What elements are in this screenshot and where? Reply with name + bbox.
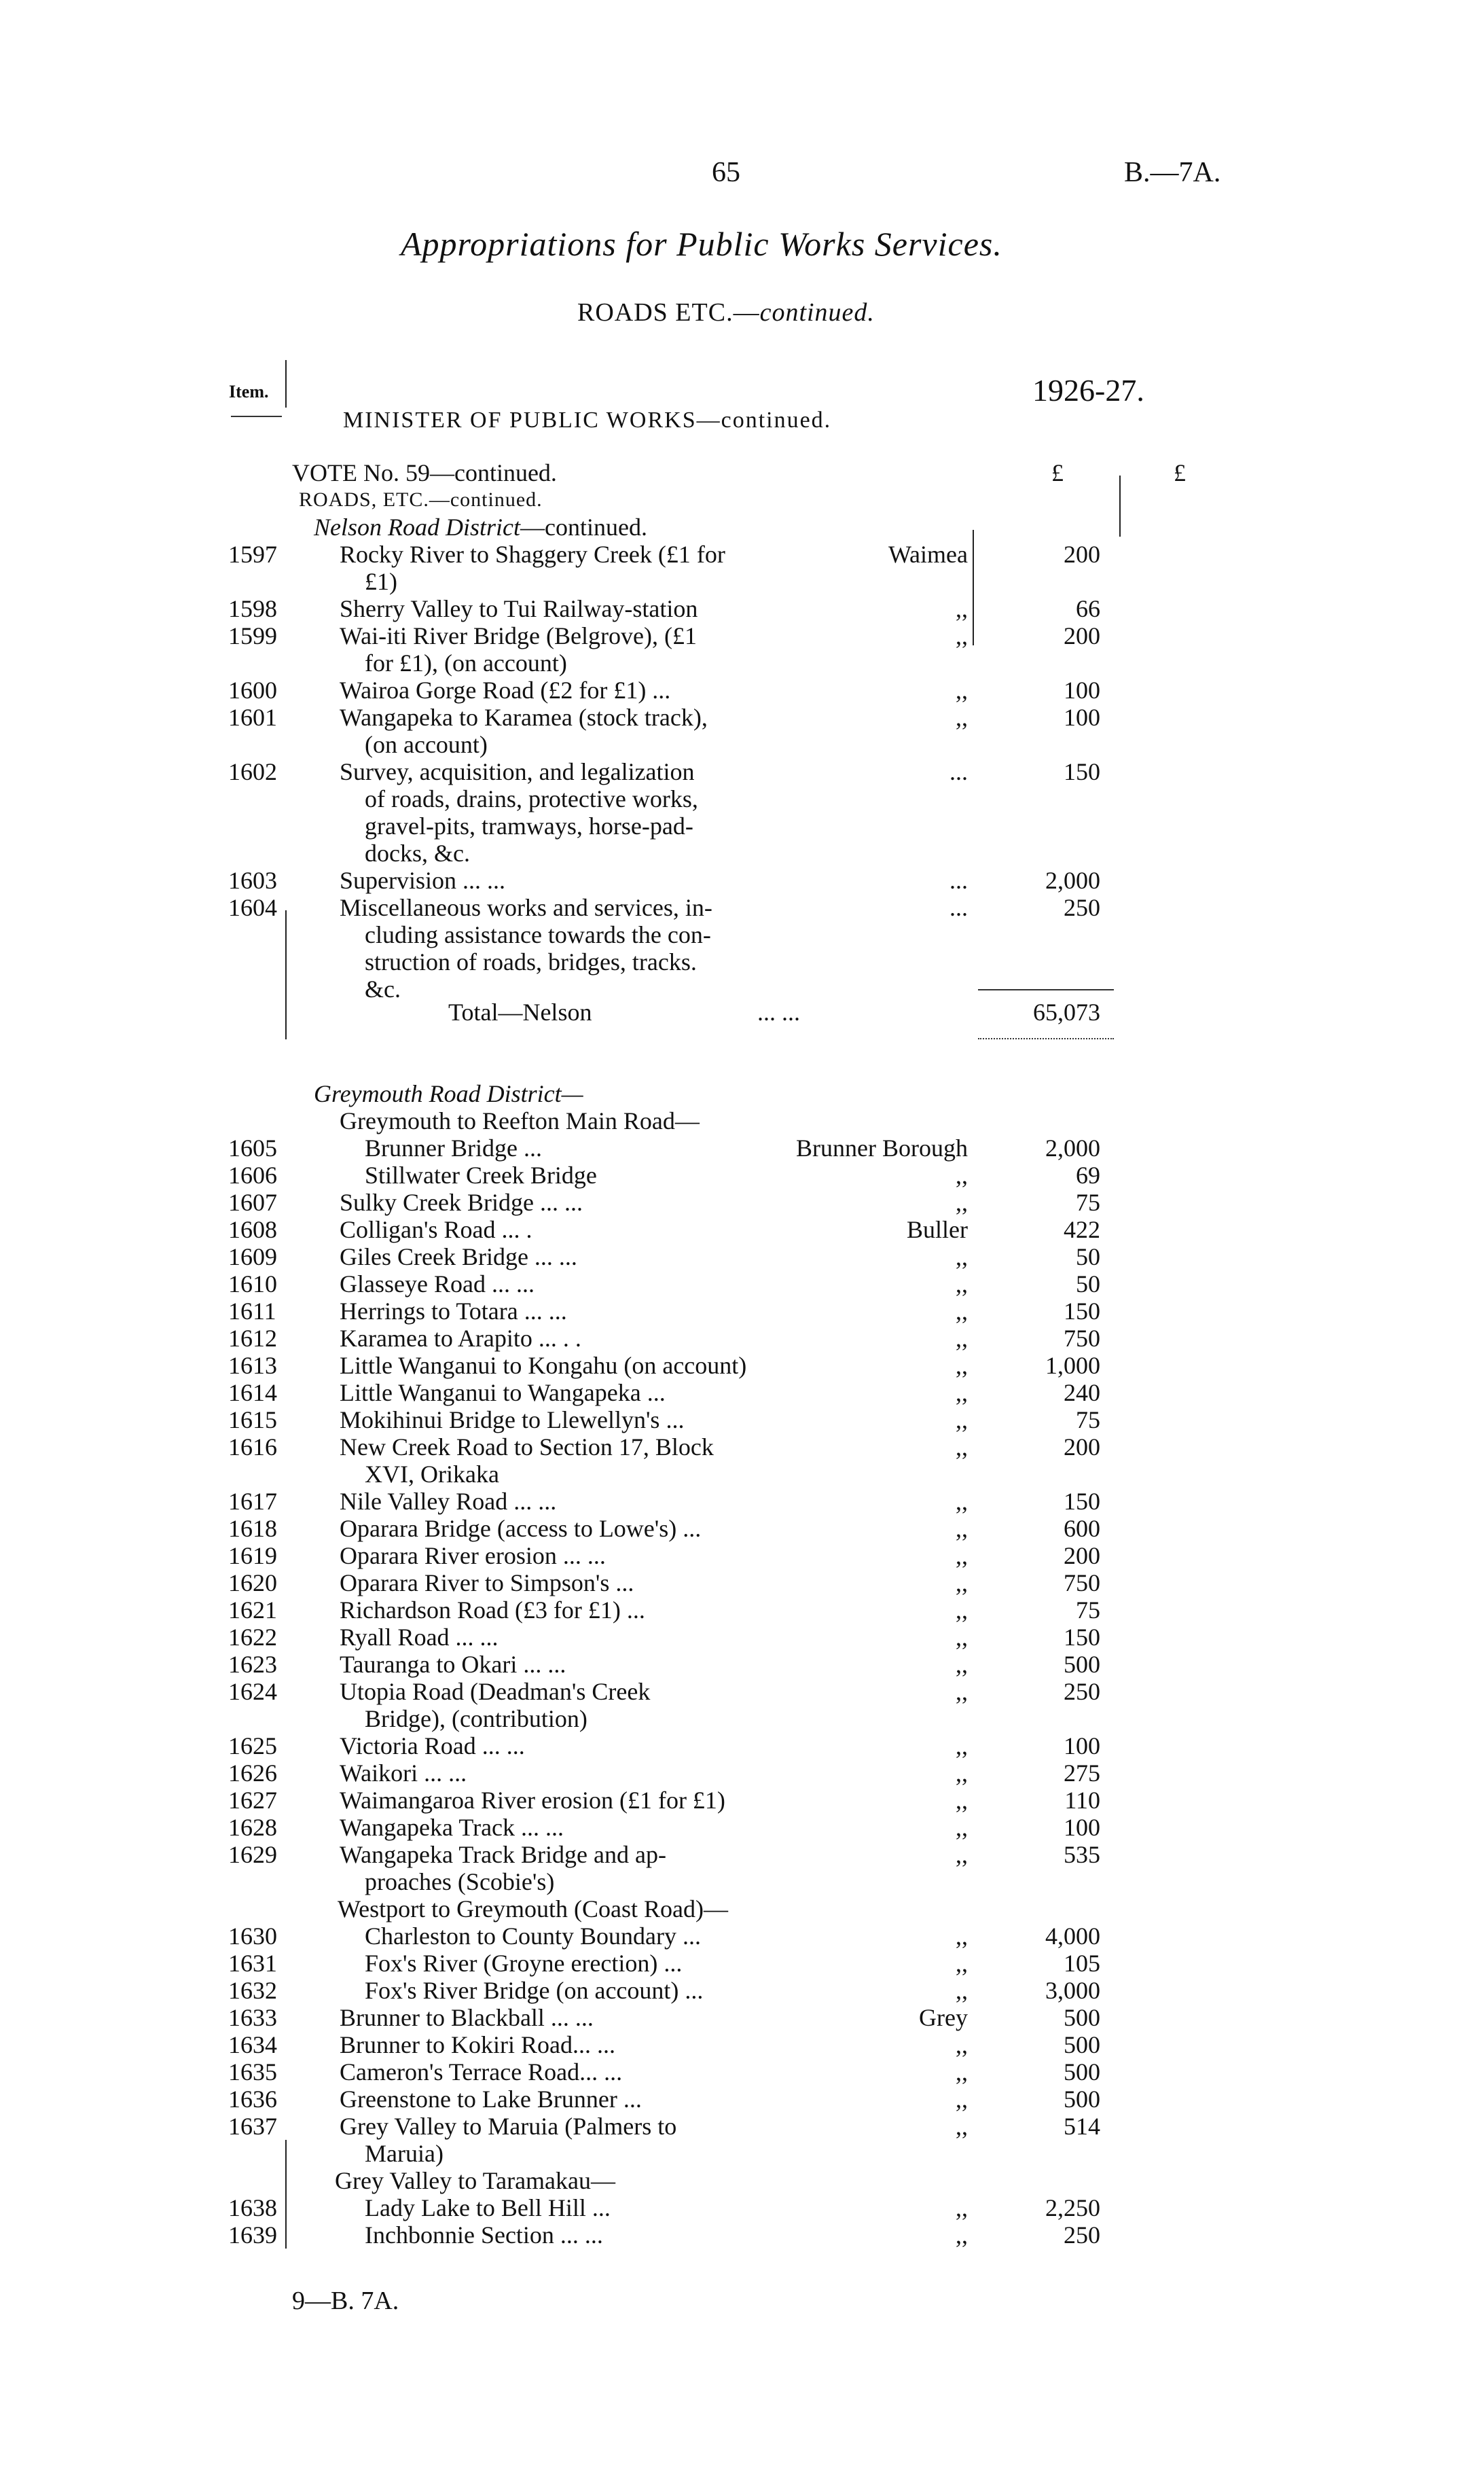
amount: 250 xyxy=(1064,2221,1100,2249)
amount: 500 xyxy=(1064,2004,1100,2031)
nelson-total-amount: 65,073 xyxy=(1033,999,1100,1026)
place-name: ,, xyxy=(956,1270,968,1298)
item-header-rule xyxy=(285,360,287,408)
amount: 2,250 xyxy=(1045,2194,1100,2221)
item-number: 1613 xyxy=(228,1352,277,1379)
item-description: Bridge), (contribution) xyxy=(365,1705,587,1732)
amount: 1,000 xyxy=(1045,1352,1100,1379)
amount: 100 xyxy=(1064,1732,1100,1759)
subtitle-main: ROADS ETC.— xyxy=(577,298,760,327)
place-name: ,, xyxy=(956,1189,968,1216)
amount: 69 xyxy=(1076,1162,1100,1189)
item-number: 1597 xyxy=(228,541,277,568)
item-description: Maruia) xyxy=(365,2140,444,2167)
place-name: ,, xyxy=(956,1624,968,1651)
item-number: 1607 xyxy=(228,1189,277,1216)
place-name: ,, xyxy=(956,1977,968,2004)
nelson-district-name: Nelson Road District xyxy=(314,514,520,541)
amount: 100 xyxy=(1064,704,1100,731)
amount: 200 xyxy=(1064,622,1100,649)
total-rule-top xyxy=(978,989,1114,990)
amount: 105 xyxy=(1064,1950,1100,1977)
item-number: 1633 xyxy=(228,2004,277,2031)
item-description: gravel-pits, tramways, horse-pad- xyxy=(365,812,693,840)
amount: 200 xyxy=(1064,1542,1100,1569)
item-description: Greenstone to Lake Brunner ... xyxy=(340,2086,642,2113)
item-number: 1624 xyxy=(228,1678,277,1705)
amount: 422 xyxy=(1064,1216,1100,1243)
item-column-header: Item. xyxy=(229,382,269,401)
item-description: Colligan's Road ... . xyxy=(340,1216,532,1243)
place-name: ,, xyxy=(956,1325,968,1352)
place-name: ,, xyxy=(956,1814,968,1841)
place-name: ,, xyxy=(956,2058,968,2086)
amount: 66 xyxy=(1076,595,1100,622)
place-name: ,, xyxy=(956,2194,968,2221)
place-name: ,, xyxy=(956,595,968,622)
amount: 500 xyxy=(1064,1651,1100,1678)
currency-symbol-2: £ xyxy=(1174,459,1186,486)
item-header-underline xyxy=(231,416,282,417)
place-name: ,, xyxy=(956,1841,968,1868)
vote-heading: VOTE No. 59—continued. xyxy=(292,459,557,486)
place-name: ,, xyxy=(956,1243,968,1270)
minister-heading: MINISTER OF PUBLIC WORKS—continued. xyxy=(343,408,832,433)
place-name: ,, xyxy=(956,1162,968,1189)
item-description: Mokihinui Bridge to Llewellyn's ... xyxy=(340,1406,685,1433)
amount: 2,000 xyxy=(1045,1134,1100,1162)
place-name: ,, xyxy=(956,1352,968,1379)
item-number: 1620 xyxy=(228,1569,277,1596)
item-description: Survey, acquisition, and legalization xyxy=(340,758,695,785)
amount: 500 xyxy=(1064,2086,1100,2113)
item-description: Wairoa Gorge Road (£2 for £1) ... xyxy=(340,677,671,704)
place-name: ,, xyxy=(956,1732,968,1759)
page-number: 65 xyxy=(712,157,740,188)
amount: 200 xyxy=(1064,1433,1100,1461)
item-number: 1606 xyxy=(228,1162,277,1189)
item-number: 1603 xyxy=(228,867,277,894)
item-number: 1626 xyxy=(228,1759,277,1787)
item-number: 1632 xyxy=(228,1977,277,2004)
item-description: Herrings to Totara ... ... xyxy=(340,1298,567,1325)
amount: 75 xyxy=(1076,1189,1100,1216)
place-name: ,, xyxy=(956,704,968,731)
item-number: 1614 xyxy=(228,1379,277,1406)
amount: 150 xyxy=(1064,758,1100,785)
item-description: Oparara Bridge (access to Lowe's) ... xyxy=(340,1515,702,1542)
place-name: ,, xyxy=(956,2031,968,2058)
item-number: 1602 xyxy=(228,758,277,785)
item-description: Supervision ... ... xyxy=(340,867,506,894)
item-description: of roads, drains, protective works, xyxy=(365,785,698,812)
item-description: Miscellaneous works and services, in- xyxy=(340,894,712,921)
amount: 3,000 xyxy=(1045,1977,1100,2004)
item-description: Nile Valley Road ... ... xyxy=(340,1488,557,1515)
item-description: Karamea to Arapito ... . . xyxy=(340,1325,581,1352)
place-name: ,, xyxy=(956,1515,968,1542)
item-number: 1638 xyxy=(228,2194,277,2221)
amount: 150 xyxy=(1064,1624,1100,1651)
nelson-district-continued: —continued. xyxy=(520,514,647,541)
page-title: Appropriations for Public Works Services. xyxy=(401,225,1002,263)
item-number: 1604 xyxy=(228,894,277,921)
amount: 750 xyxy=(1064,1569,1100,1596)
item-number: 1622 xyxy=(228,1624,277,1651)
item-description: cluding assistance towards the con- xyxy=(365,921,711,948)
place-name: ,, xyxy=(956,1759,968,1787)
item-description: Inchbonnie Section ... ... xyxy=(365,2221,603,2249)
place-name: ,, xyxy=(956,1379,968,1406)
amount: 4,000 xyxy=(1045,1922,1100,1950)
item-description: Victoria Road ... ... xyxy=(340,1732,525,1759)
item-description: (on account) xyxy=(365,731,488,758)
place-name: ,, xyxy=(956,1406,968,1433)
place-name: ,, xyxy=(956,2113,968,2140)
item-description: proaches (Scobie's) xyxy=(365,1868,555,1895)
item-description: Oparara River to Simpson's ... xyxy=(340,1569,634,1596)
item-description: Sherry Valley to Tui Railway-station xyxy=(340,595,698,622)
item-description: Fox's River (Groyne erection) ... xyxy=(365,1950,683,1977)
item-number: 1605 xyxy=(228,1134,277,1162)
item-description: Glasseye Road ... ... xyxy=(340,1270,535,1298)
item-number: 1634 xyxy=(228,2031,277,2058)
amount: 514 xyxy=(1064,2113,1100,2140)
item-description: Waikori ... ... xyxy=(340,1759,467,1787)
item-description: Brunner Bridge ... xyxy=(365,1134,542,1162)
item-description: Wai-iti River Bridge (Belgrove), (£1 xyxy=(340,622,697,649)
amount: 240 xyxy=(1064,1379,1100,1406)
item-description: Grey Valley to Maruia (Palmers to xyxy=(340,2113,677,2140)
amount: 250 xyxy=(1064,1678,1100,1705)
item-number: 1615 xyxy=(228,1406,277,1433)
section-subtitle xyxy=(577,298,875,327)
place-name: ,, xyxy=(956,677,968,704)
place-name: ,, xyxy=(956,1433,968,1461)
currency-symbol-1: £ xyxy=(1051,459,1064,486)
amount: 250 xyxy=(1064,894,1100,921)
greymouth-district-heading: Greymouth Road District— xyxy=(314,1080,583,1107)
greymouth-reefton-heading: Greymouth to Reefton Main Road— xyxy=(340,1107,700,1134)
item-number: 1611 xyxy=(228,1298,276,1325)
place-name: Grey xyxy=(919,2004,968,2031)
amount: 50 xyxy=(1076,1270,1100,1298)
item-description: Little Wanganui to Kongahu (on account) xyxy=(340,1352,747,1379)
place-name: ,, xyxy=(956,1596,968,1624)
place-name: ,, xyxy=(956,1542,968,1569)
item-description: for £1), (on account) xyxy=(365,649,567,677)
amount: 535 xyxy=(1064,1841,1100,1868)
amount: 75 xyxy=(1076,1406,1100,1433)
item-column-rule-bottom xyxy=(285,2140,287,2249)
total-rule-bottom xyxy=(978,1038,1114,1039)
item-number: 1627 xyxy=(228,1787,277,1814)
item-column-rule-lower xyxy=(285,910,287,1039)
place-name: ,, xyxy=(956,1787,968,1814)
amount: 275 xyxy=(1064,1759,1100,1787)
item-number: 1621 xyxy=(228,1596,277,1624)
amount: 50 xyxy=(1076,1243,1100,1270)
amount: 200 xyxy=(1064,541,1100,568)
item-description: Fox's River Bridge (on account) ... xyxy=(365,1977,704,2004)
item-description: Lady Lake to Bell Hill ... xyxy=(365,2194,611,2221)
place-name: ,, xyxy=(956,622,968,649)
place-name: Waimea xyxy=(888,541,968,568)
item-description: £1) xyxy=(365,568,397,595)
item-description: Wangapeka Track Bridge and ap- xyxy=(340,1841,666,1868)
item-description: Richardson Road (£3 for £1) ... xyxy=(340,1596,645,1624)
document-reference: B.—7A. xyxy=(1124,157,1221,188)
amount: 100 xyxy=(1064,1814,1100,1841)
item-number: 1637 xyxy=(228,2113,277,2140)
subtitle-continued: continued. xyxy=(759,298,875,327)
amount: 150 xyxy=(1064,1488,1100,1515)
item-number: 1601 xyxy=(228,704,277,731)
place-name: ,, xyxy=(956,2221,968,2249)
taramakau-heading: Grey Valley to Taramakau— xyxy=(335,2167,616,2194)
item-description: Tauranga to Okari ... ... xyxy=(340,1651,566,1678)
item-number: 1608 xyxy=(228,1216,277,1243)
place-name: Brunner Borough xyxy=(796,1134,968,1162)
item-description: Utopia Road (Deadman's Creek xyxy=(340,1678,651,1705)
amount: 600 xyxy=(1064,1515,1100,1542)
item-number: 1623 xyxy=(228,1651,277,1678)
item-description: &c. xyxy=(365,976,401,1003)
item-number: 1631 xyxy=(228,1950,277,1977)
place-name: ,, xyxy=(956,1298,968,1325)
place-name: ,, xyxy=(956,1678,968,1705)
place-column-rule xyxy=(973,530,974,645)
item-number: 1628 xyxy=(228,1814,277,1841)
item-description: Rocky River to Shaggery Creek (£1 for xyxy=(340,541,725,568)
item-number: 1619 xyxy=(228,1542,277,1569)
item-number: 1630 xyxy=(228,1922,277,1950)
item-description: Stillwater Creek Bridge xyxy=(365,1162,597,1189)
place-name: Buller xyxy=(907,1216,968,1243)
amount: 500 xyxy=(1064,2031,1100,2058)
amount: 750 xyxy=(1064,1325,1100,1352)
item-number: 1612 xyxy=(228,1325,277,1352)
page-footer: 9—B. 7A. xyxy=(292,2287,399,2315)
item-number: 1609 xyxy=(228,1243,277,1270)
item-description: docks, &c. xyxy=(365,840,470,867)
item-description: Ryall Road ... ... xyxy=(340,1624,499,1651)
item-number: 1610 xyxy=(228,1270,277,1298)
item-description: Little Wanganui to Wangapeka ... xyxy=(340,1379,666,1406)
place-name: ,, xyxy=(956,1950,968,1977)
item-description: XVI, Orikaka xyxy=(365,1461,499,1488)
amount: 150 xyxy=(1064,1298,1100,1325)
amount-column-rule xyxy=(1119,476,1121,537)
nelson-total-dots: ... ... xyxy=(757,999,800,1026)
item-number: 1616 xyxy=(228,1433,277,1461)
item-number: 1629 xyxy=(228,1841,277,1868)
item-description: New Creek Road to Section 17, Block xyxy=(340,1433,714,1461)
item-description: Brunner to Kokiri Road... ... xyxy=(340,2031,615,2058)
item-number: 1639 xyxy=(228,2221,277,2249)
item-description: Wangapeka to Karamea (stock track), xyxy=(340,704,708,731)
item-description: Sulky Creek Bridge ... ... xyxy=(340,1189,583,1216)
item-description: Oparara River erosion ... ... xyxy=(340,1542,606,1569)
place-name: ,, xyxy=(956,1569,968,1596)
place-name: ,, xyxy=(956,1651,968,1678)
nelson-district-heading xyxy=(314,514,647,541)
amount: 110 xyxy=(1064,1787,1100,1814)
amount: 75 xyxy=(1076,1596,1100,1624)
item-number: 1618 xyxy=(228,1515,277,1542)
amount: 2,000 xyxy=(1045,867,1100,894)
item-description: Cameron's Terrace Road... ... xyxy=(340,2058,623,2086)
amount: 100 xyxy=(1064,677,1100,704)
roads-heading: ROADS, ETC.—continued. xyxy=(299,488,543,511)
item-number: 1635 xyxy=(228,2058,277,2086)
place-name: ... xyxy=(949,758,968,785)
nelson-total-label: Total—Nelson xyxy=(448,999,592,1026)
place-name: ... xyxy=(949,894,968,921)
year-column-header: 1926-27. xyxy=(1032,373,1144,408)
item-number: 1600 xyxy=(228,677,277,704)
amount: 500 xyxy=(1064,2058,1100,2086)
item-description: Giles Creek Bridge ... ... xyxy=(340,1243,577,1270)
item-description: Brunner to Blackball ... ... xyxy=(340,2004,594,2031)
westport-heading: Westport to Greymouth (Coast Road)— xyxy=(338,1895,729,1922)
item-description: Charleston to County Boundary ... xyxy=(365,1922,701,1950)
item-number: 1617 xyxy=(228,1488,277,1515)
place-name: ... xyxy=(949,867,968,894)
place-name: ,, xyxy=(956,1922,968,1950)
place-name: ,, xyxy=(956,1488,968,1515)
item-number: 1625 xyxy=(228,1732,277,1759)
item-description: Wangapeka Track ... ... xyxy=(340,1814,564,1841)
item-number: 1598 xyxy=(228,595,277,622)
item-number: 1636 xyxy=(228,2086,277,2113)
place-name: ,, xyxy=(956,2086,968,2113)
item-description: struction of roads, bridges, tracks. xyxy=(365,948,697,976)
item-description: Waimangaroa River erosion (£1 for £1) xyxy=(340,1787,725,1814)
item-number: 1599 xyxy=(228,622,277,649)
